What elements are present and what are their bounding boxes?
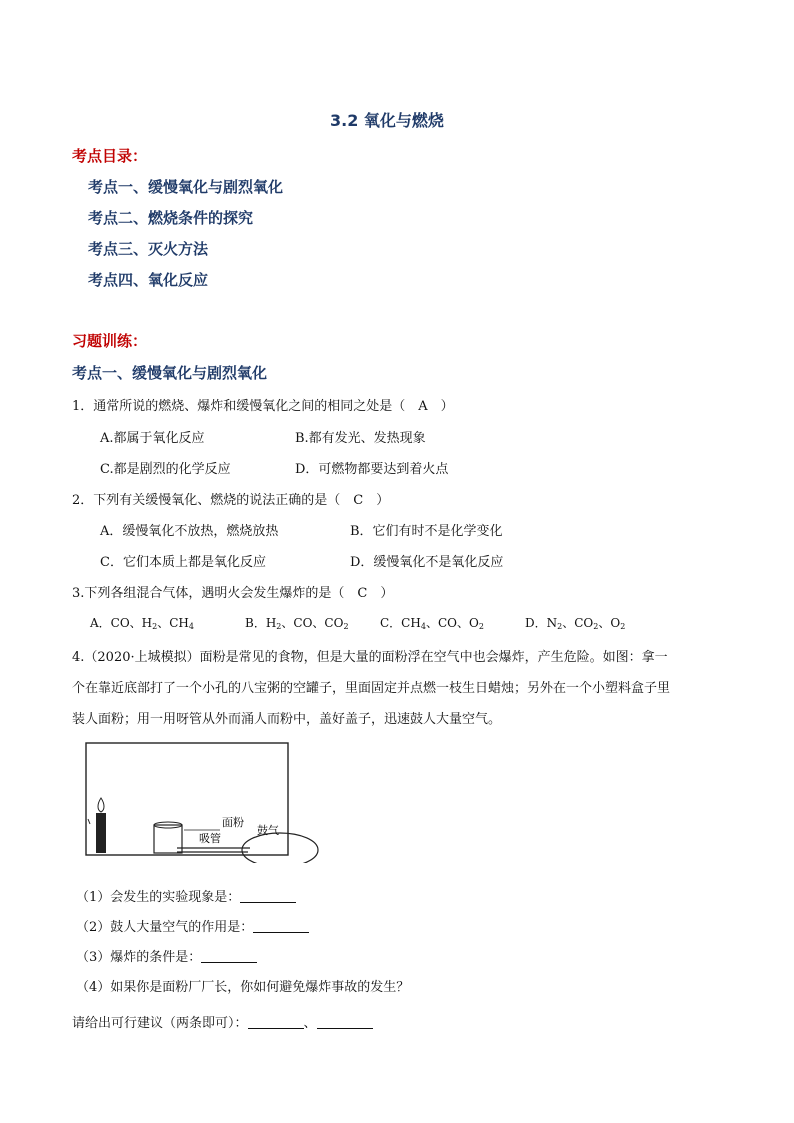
q4-sub-4: （4）如果你是面粉厂厂长，你如何避免爆炸事故的发生？ (76, 980, 410, 995)
candle (96, 813, 106, 853)
q2-option-a: A．缓慢氧化不放热，燃烧放热 (100, 524, 279, 539)
toc-heading: 考点目录： (72, 147, 148, 165)
q3-option-c: C．$CH_4$、CO、$O_2$ (380, 616, 484, 631)
q4-sub-3: （3）爆炸的条件是： (76, 946, 257, 965)
can-outline (86, 743, 288, 855)
q1-option-a: A.都属于氧化反应 (100, 431, 205, 446)
answer-blank (317, 1027, 373, 1029)
q3-option-a: A．CO、$H_2$、$CH_4$ (90, 616, 194, 631)
toc-item-4: 考点四、氧化反应 (88, 271, 209, 289)
answer-blank (240, 901, 296, 903)
q2-option-c: C．它们本质上都是氧化反应 (100, 555, 266, 570)
q4-sub-5: 请给出可行建议（两条即可）： 、 (72, 1012, 373, 1031)
experiment-figure (72, 738, 332, 863)
q1-option-b: B.都有发光、发热现象 (295, 431, 426, 446)
label-flour: 面粉 (222, 816, 244, 829)
question-4-line-2: 个在靠近底部打了一个小孔的八宝粥的空罐子，里面固定并点燃一枝生日蜡烛；另外在一个小塑料盒子里 (72, 681, 671, 696)
label-straw: 吸管 (199, 832, 221, 845)
q2-option-d: D．缓慢氧化不是氧化反应 (350, 555, 504, 570)
toc-item-1: 考点一、缓慢氧化与剧烈氧化 (88, 178, 284, 196)
answer-blank (201, 961, 257, 963)
q1-option-c: C.都是剧烈的化学反应 (100, 462, 231, 477)
answer-blank (253, 931, 309, 933)
question-1: 1．通常所说的燃烧、爆炸和缓慢氧化之间的相同之处是（ A ） (72, 399, 454, 414)
section-heading-1: 考点一、缓慢氧化与剧烈氧化 (72, 364, 268, 382)
q4-sub-2: （2）鼓人大量空气的作用是： (76, 916, 309, 935)
q1-option-d: D．可燃物都要达到着火点 (295, 462, 449, 477)
q4-sub-1: （1）会发生的实验现象是： (76, 886, 296, 905)
toc-item-2: 考点二、燃烧条件的探究 (88, 209, 254, 227)
q3-option-d: D．$N_2$、$CO_2$、$O_2$ (525, 616, 626, 631)
label-blow: 鼓气 (257, 824, 279, 837)
hole-mark (88, 819, 90, 824)
question-4-line-3: 装人面粉；用一用呀管从外而涌人而粉中，盖好盖子，迅速鼓人大量空气。 (72, 712, 502, 727)
question-3: 3.下列各组混合气体，遇明火会发生爆炸的是（ C ） (72, 586, 394, 601)
page-title: 3.2 氧化与燃烧 (330, 111, 444, 130)
toc-item-3: 考点三、灭火方法 (88, 240, 209, 258)
q2-option-b: B．它们有时不是化学变化 (350, 524, 503, 539)
flour-container (154, 825, 182, 853)
q3-option-b: B．$H_2$、CO、$CO_2$ (245, 616, 349, 631)
question-2: 2．下列有关缓慢氧化、燃烧的说法正确的是（ C ） (72, 493, 390, 508)
question-4-line-1: 4.（2020·上城模拟）面粉是常见的食物，但是大量的面粉浮在空气中也会爆炸，产生危险。如图：拿一 (72, 650, 668, 665)
practice-heading: 习题训练： (72, 332, 148, 350)
straw (177, 848, 250, 852)
air-bulb (242, 833, 318, 863)
flame-icon (98, 798, 104, 812)
answer-blank (248, 1027, 304, 1029)
